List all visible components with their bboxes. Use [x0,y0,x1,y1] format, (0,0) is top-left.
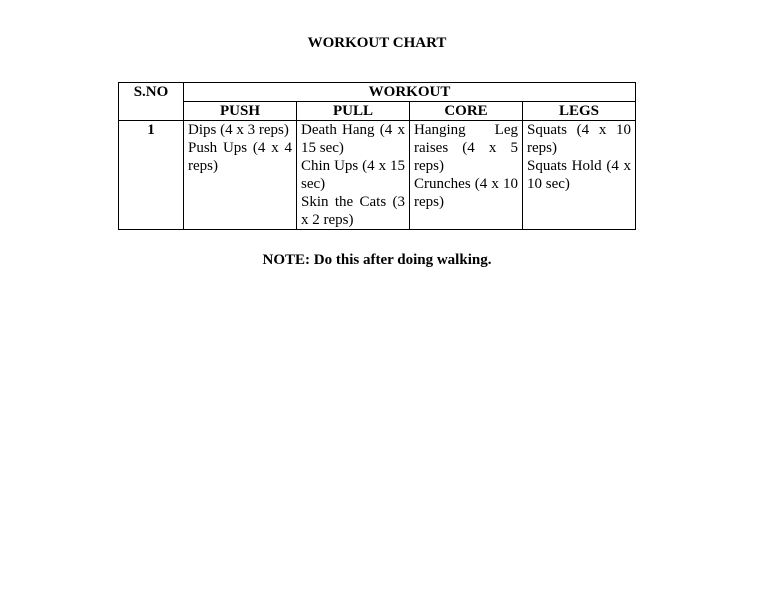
sno-header: S.NO [119,83,184,121]
legs-exercise: Squats (4 x 10 reps) [527,122,631,156]
push-cell [184,121,297,230]
workout-group-header: WORKOUT [184,83,636,102]
pull-exercise: Death Hang (4 x 15 sec) [301,122,405,156]
pull-exercise: Chin Ups (4 x 15 sec) [301,158,405,192]
pull-exercise: Skin the Cats (3 x 2 reps) [301,194,405,228]
note-text: NOTE: Do this after doing walking. [262,252,492,268]
column-header-pull: PULL [297,102,410,121]
legs-cell [523,121,636,230]
table-subheader-row [119,102,636,121]
sno-cell: 1 [119,121,184,230]
core-exercise: Crunches (4 x 10 reps) [414,176,518,210]
document-title: WORKOUT CHART [307,35,447,51]
workout-table [118,82,636,230]
pull-cell [297,121,410,230]
legs-exercise: Squats Hold (4 x 10 sec) [527,158,631,192]
table-row [119,121,636,230]
table-header-row [119,83,636,102]
core-exercise: Hanging Leg raises (4 x 5 reps) [414,122,518,174]
column-header-push: PUSH [184,102,297,121]
column-header-legs: LEGS [523,102,636,121]
push-exercise: Push Ups (4 x 4 reps) [188,140,292,174]
column-header-core: CORE [410,102,523,121]
push-exercise: Dips (4 x 3 reps) [188,122,289,138]
core-cell [410,121,523,230]
